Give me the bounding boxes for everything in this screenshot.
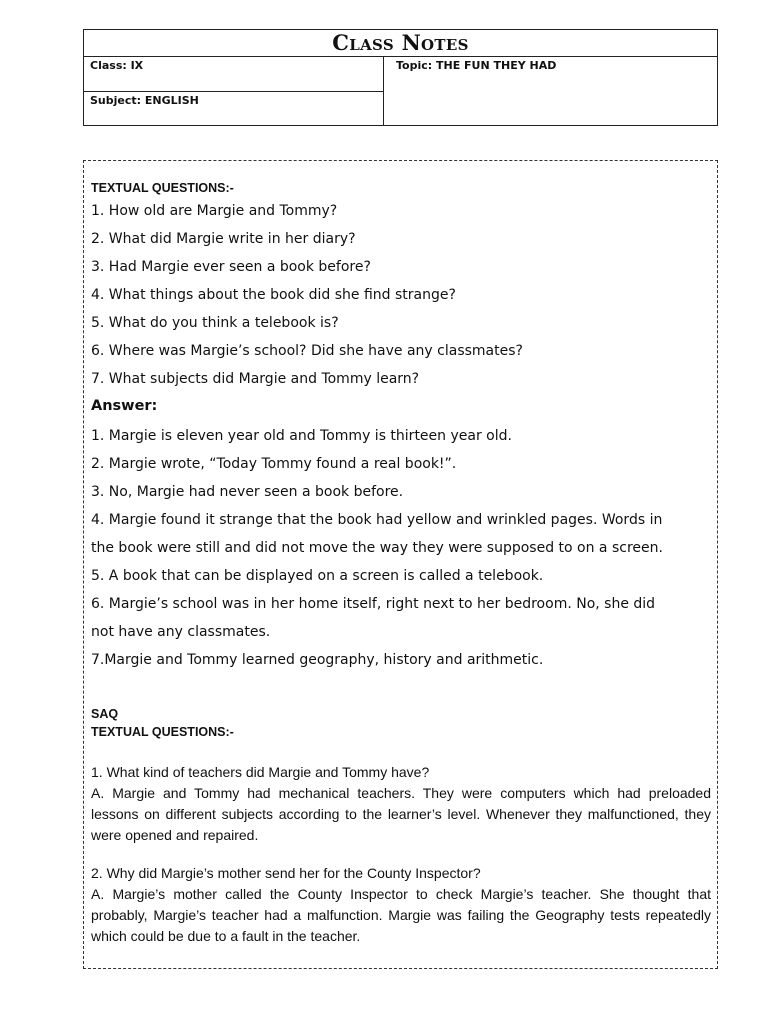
header-left-column <box>84 57 384 125</box>
section1-heading: TEXTUAL QUESTIONS:- <box>91 181 234 195</box>
page-title: Class Notes <box>84 30 717 57</box>
answer-line: 7.Margie and Tommy learned geography, history and arithmetic. <box>91 652 544 668</box>
saq-question: 1. What kind of teachers did Margie and Tommy have? <box>91 764 430 780</box>
answer-line: 5. A book that can be displayed on a screen is called a telebook. <box>91 568 544 584</box>
topic-label: Topic: THE FUN THEY HAD <box>396 59 557 72</box>
question-list <box>91 197 523 393</box>
question-item: 5. What do you think a telebook is? <box>91 315 339 331</box>
question-item: 3. Had Margie ever seen a book before? <box>91 259 371 275</box>
saq-answer: A. Margie’s mother called the County Inspector to check Margie’s teacher. She thought that probably, Margie’s teacher had a malfunction. Margie was failing the Geography tests repeatedly which could be due to a fault in the teacher. <box>91 886 711 944</box>
question-item: 4. What things about the book did she find strange? <box>91 287 456 303</box>
saq-item <box>91 863 711 947</box>
answer-line: 3. No, Margie had never seen a book before. <box>91 484 404 500</box>
saq-question: 2. Why did Margie’s mother send her for the County Inspector? <box>91 865 481 881</box>
answer-line: 4. Margie found it strange that the book had yellow and wrinkled pages. Words in <box>91 512 663 528</box>
header-table <box>83 29 718 126</box>
question-item: 7. What subjects did Margie and Tommy learn? <box>91 371 420 387</box>
answer-line: 6. Margie’s school was in her home itself, right next to her bedroom. No, she did <box>91 596 656 612</box>
saq-label: SAQ <box>91 707 119 721</box>
class-label: Class: IX <box>90 59 144 72</box>
saq-answer: A. Margie and Tommy had mechanical teachers. They were computers which had preloaded lessons on different subjects according to the learner’s level. Whenever they malfunctioned, they were opened and repaired. <box>91 785 711 843</box>
question-item: 1. How old are Margie and Tommy? <box>91 203 338 219</box>
notes-box <box>83 160 718 969</box>
question-item: 2. What did Margie write in her diary? <box>91 231 356 247</box>
saq-heading: TEXTUAL QUESTIONS:- <box>91 725 234 739</box>
answer-line: the book were still and did not move the way they were supposed to on a screen. <box>91 540 663 556</box>
answer-line: 2. Margie wrote, “Today Tommy found a real book!”. <box>91 456 457 472</box>
answer-heading: Answer: <box>91 398 158 414</box>
header-divider <box>84 91 384 92</box>
saq-item <box>91 762 711 846</box>
subject-label: Subject: ENGLISH <box>90 94 199 107</box>
answer-line: not have any classmates. <box>91 624 271 640</box>
answer-line: 1. Margie is eleven year old and Tommy is thirteen year old. <box>91 428 512 444</box>
question-item: 6. Where was Margie’s school? Did she have any classmates? <box>91 343 523 359</box>
answer-list <box>91 422 715 674</box>
